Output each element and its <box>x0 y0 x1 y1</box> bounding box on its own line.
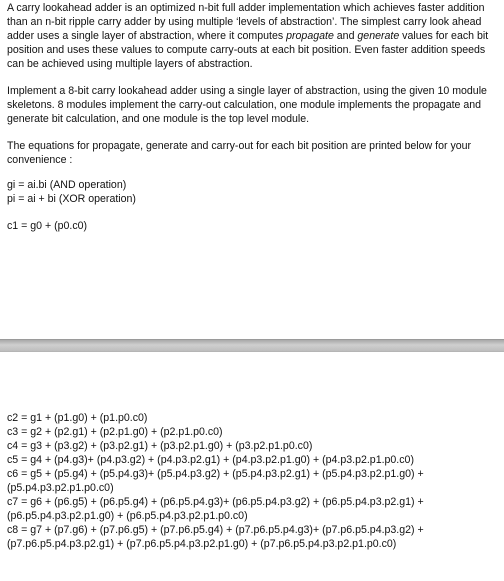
equation-line: c4 = g3 + (p3.g2) + (p3.p2.g1) + (p3.p2.p1.g0) + (p3.p2.p1.p0.c0) <box>7 440 313 452</box>
equation-line: c7 = g6 + (p6.g5) + (p6.p5.g4) + (p6.p5.p4.g3)+ (p6.p5.p4.p3.g2) + (p6.p5.p4.p3.p2.g1) + <box>7 496 424 508</box>
intro-text-end: values for each bit position and uses these values to compute carry-outs at each bit position. Even faster addition speeds can be achieved using multiple layers of abstraction. <box>7 30 489 70</box>
equation-line: (p6.p5.p4.p3.p2.p1.g0) + (p6.p5.p4.p3.p2.p1.p0.c0) <box>7 510 248 522</box>
equation-line: c2 = g1 + (p1.g0) + (p1.p0.c0) <box>7 412 148 424</box>
equation-line: c6 = g5 + (p5.g4) + (p5.p4.g3)+ (p5.p4.p3.g2) + (p5.p4.p3.p2.g1) + (p5.p4.p3.p2.p1.g0) + <box>7 468 424 480</box>
equation-line: c3 = g2 + (p2.g1) + (p2.p1.g0) + (p2.p1.p0.c0) <box>7 426 223 438</box>
equation-line: c8 = g7 + (p7.g6) + (p7.p6.g5) + (p7.p6.p5.g4) + (p7.p6.p5.p4.g3)+ (p7.p6.p5.p4.p3.g2) + <box>7 524 424 536</box>
upper-text-section <box>7 1 499 233</box>
equation-line: (p7.p6.p5.p4.p3.p2.g1) + (p7.p6.p5.p4.p3.p2.p1.g0) + (p7.p6.p5.p4.p3.p2.p1.p0.c0) <box>7 538 397 550</box>
intro-text-start: A carry lookahead adder is an optimized n-bit full adder implementation which achieves faster addition than an n-bit ripple carry adder by using multiple ‘levels of abstraction’. The simplest carry look ahead adder uses a single layer of abstraction, where it computes <box>7 2 485 42</box>
page-divider-bar <box>0 339 504 352</box>
carry-c1-equation: c1 = g0 + (p0.c0) <box>7 220 88 232</box>
intro-paragraph <box>7 1 499 71</box>
equation-line: (p5.p4.p3.p2.p1.p0.c0) <box>7 482 114 494</box>
propagate-equation: pi = ai + bi (XOR operation) <box>7 193 136 205</box>
generate-equation: gi = ai.bi (AND operation) <box>7 179 127 191</box>
task-paragraph: Implement a 8-bit carry lookahead adder using a single layer of abstraction, using the given 10 module skeletons. 8 modules implement the carry-out calculation, one module implements the propagate and generate bit calculation, and one module is the top level module. <box>7 85 487 125</box>
carry-equations-list <box>7 411 502 551</box>
and-text: and <box>333 30 358 42</box>
equation-line: c5 = g4 + (p4.g3)+ (p4.p3.g2) + (p4.p3.p2.g1) + (p4.p3.p2.p1.g0) + (p4.p3.p2.p1.p0.c0) <box>7 454 414 466</box>
equations-intro: The equations for propagate, generate and carry-out for each bit position are printed below for your convenience : <box>7 140 472 166</box>
propagate-term: propagate <box>286 30 334 42</box>
generate-term: generate <box>357 30 400 42</box>
